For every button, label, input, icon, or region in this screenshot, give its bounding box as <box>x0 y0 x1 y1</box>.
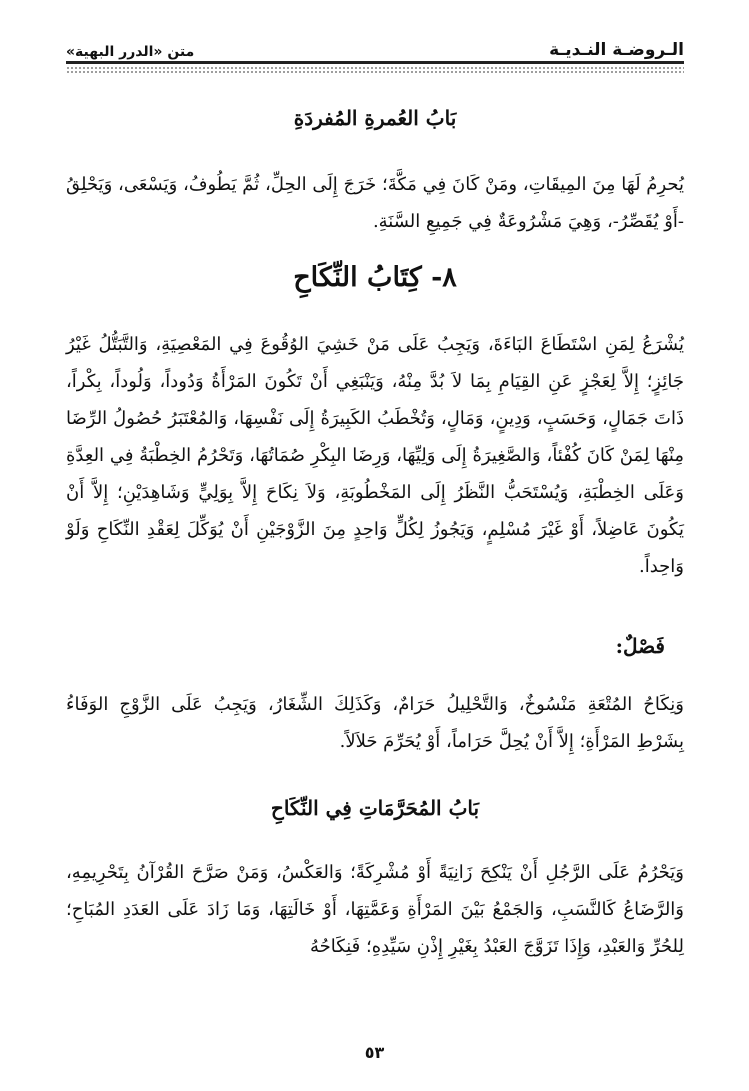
muharramat-paragraph: وَيَحْرُمُ عَلَى الرَّجُلِ أَنْ يَنْكِحَ زَانِيَةً أَوْ مُشْرِكَةً؛ وَالعَكْسُ، وَمَنْ صَرَّحَ القُرْآنُ بِتَحْرِيمِهِ، وَالرَّضَاعُ كَالنَّسَبِ، وَالجَمْعُ بَيْنَ المَرْأَةِ وَعَمَّتِهَا، أَوْ خَالَتِهَا، وَمَا زَادَ عَلَى العَدَدِ المُبَاحِ؛ لِلحُرِّ وَالعَبْدِ، وَإِذَا تَزَوَّجَ العَبْدُ بِغَيْرِ إِذْنِ سَيِّدِهِ؛ فَنِكَاحُهُ <box>66 862 684 957</box>
muharramat-heading: بَابُ المُحَرَّمَاتِ فِي النِّكَاحِ <box>270 796 480 820</box>
source-title: متن «الدرر البهية» <box>66 44 195 60</box>
header-dotted-band <box>66 66 684 74</box>
nikah-paragraph: يُشْرَعُ لِمَنِ اسْتَطَاعَ البَاءَةَ، وَيَجِبُ عَلَى مَنْ خَشِيَ الوُقُوعَ فِي المَعْصِيَةِ، وَالتَّبَتُّلُ غَيْرُ جَائِزٍ؛ إِلاَّ لِعَجْزٍ عَنِ القِيَامِ بِمَا لاَ بُدَّ مِنْهُ، وَيَنْبَغِي أَنْ تَكُونَ المَرْأَةُ وَدُوداً، وَلُوداً، بِكْراً، ذَاتَ جَمَالٍ، وَحَسَبٍ، وَدِينٍ، وَمَالٍ، وَتُخْطَبُ الكَبِيرَةُ إِلَى نَفْسِهَا، وَالمُعْتَبَرُ حُصُولُ الرِّضَا مِنْهَا لِمَنْ كَانَ كُفْئاً، وَالصَّغِيرَةُ إِلَى وَلِيِّهَا، وَرِضَا البِكْرِ صُمَاتُهَا، وَتَحْرُمُ الخِطْبَةُ فِي العِدَّةِ وَعَلَى الخِطْبَةِ، وَيُسْتَحَبُّ النَّظَرُ إِلَى المَخْطُوبَةِ، وَلاَ نِكَاحَ إِلاَّ بِوَلِيٍّ وَشَاهِدَيْنِ؛ إِلاَّ أَنْ يَكُونَ عَاضِلاً، أَوْ غَيْرَ مُسْلِمٍ، وَيَجُوزُ لِكُلٍّ وَاحِدٍ مِنَ الزَّوْجَيْنِ أَنْ يُوَكِّلَ لِعَقْدِ النِّكَاحِ وَلَوْ وَاحِداً. <box>66 334 684 577</box>
fasl-heading: فَصْلٌ: <box>615 634 665 658</box>
umrah-paragraph: يُحرِمُ لَهَا مِنَ المِيقَاتِ، ومَنْ كَانَ فِي مَكَّةَ؛ خَرَجَ إِلَى الحِلِّ، ثُمَّ يَطُوفُ، وَيَسْعَى، وَيَحْلِقُ -أَوْ يُقَصِّرُ-، وَهِيَ مَشْرُوعَةٌ فِي جَمِيعِ السَّنَةِ. <box>66 174 684 232</box>
header-rule <box>66 61 684 64</box>
nikah-chapter-title: ٨- كِتَابُ النِّكَاحِ <box>293 262 457 293</box>
fasl-paragraph: وَنِكَاحُ المُتْعَةِ مَنْسُوخٌ، وَالتَّحْلِيلُ حَرَامٌ، وَكَذَلِكَ الشِّغَارُ، وَيَجِبُ عَلَى الزَّوْجِ الوَفَاءُ بِشَرْطِ المَرْأَةِ؛ إِلاَّ أَنْ يُحِلَّ حَرَاماً، أَوْ يُحَرِّمَ حَلاَلاً. <box>66 694 684 752</box>
running-header <box>66 30 684 60</box>
book-title: الـروضـة النـديـة <box>549 40 684 60</box>
page-number: ٥٣ <box>364 1043 385 1062</box>
umrah-heading: بَابُ العُمرةِ المُفردَةِ <box>293 106 457 130</box>
